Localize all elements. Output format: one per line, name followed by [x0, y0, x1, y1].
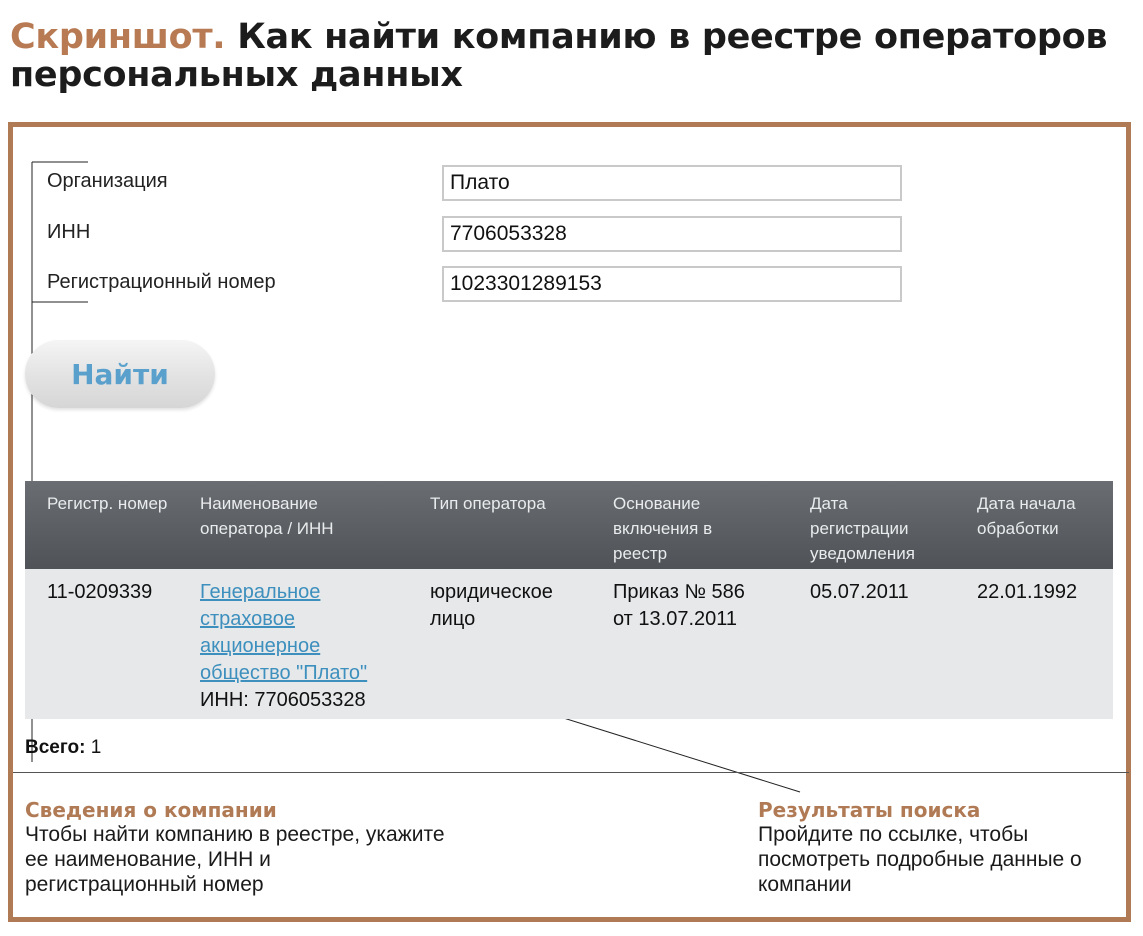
column-header-basis: Основание включения в реестр: [613, 494, 713, 563]
registration-number-input[interactable]: [442, 266, 902, 302]
operator-link[interactable]: Генеральное страховое акционерное общество "Плато": [200, 581, 368, 684]
cell-start-date: 22.01.1992: [977, 581, 1078, 603]
organization-input[interactable]: [442, 165, 902, 201]
organization-label: Организация: [47, 170, 168, 192]
results-total: [25, 737, 101, 759]
column-header-operator-type: Тип оператора: [430, 494, 546, 513]
note-search-results-text: Пройдите по ссылке, чтобы посмотреть подробные данные о компании: [758, 823, 1082, 896]
total-label: Всего:: [25, 737, 86, 758]
cell-operator-type: юридическое лицо: [430, 581, 553, 630]
search-button[interactable]: Найти: [25, 340, 215, 408]
cell-notice-date: 05.07.2011: [810, 581, 909, 603]
column-header-start-date: Дата начала обработки: [977, 494, 1076, 538]
note-company-info-text: Чтобы найти компанию в реестре, укажите ее наименование, ИНН и регистрационный номер: [25, 823, 445, 896]
cell-operator: [200, 579, 400, 714]
table-row: [25, 569, 1113, 719]
headline-title: Как найти компанию в реестре операторов персональных данных: [10, 17, 1108, 95]
inn-label: ИНН: [47, 221, 91, 243]
column-header-reg-number: Регистр. номер: [47, 494, 168, 513]
note-search-results: [758, 798, 1123, 897]
column-header-notice-date: Дата регистрации уведомления: [810, 494, 915, 563]
note-company-info: [25, 798, 465, 897]
inn-input[interactable]: [442, 216, 902, 252]
note-company-info-title: Сведения о компании: [25, 798, 277, 822]
notes-divider: [13, 772, 1129, 773]
results-table-header: [25, 481, 1113, 569]
note-search-results-title: Результаты поиска: [758, 798, 981, 822]
cell-basis: Приказ № 586 от 13.07.2011: [613, 581, 745, 630]
column-header-operator: Наименование оператора / ИНН: [200, 494, 334, 538]
headline-lead: Скриншот.: [10, 17, 226, 57]
operator-inn: ИНН: 7706053328: [200, 689, 366, 711]
cell-reg-number: 11-0209339: [47, 581, 153, 603]
registration-number-label: Регистрационный номер: [47, 271, 276, 293]
total-value: 1: [90, 737, 102, 758]
